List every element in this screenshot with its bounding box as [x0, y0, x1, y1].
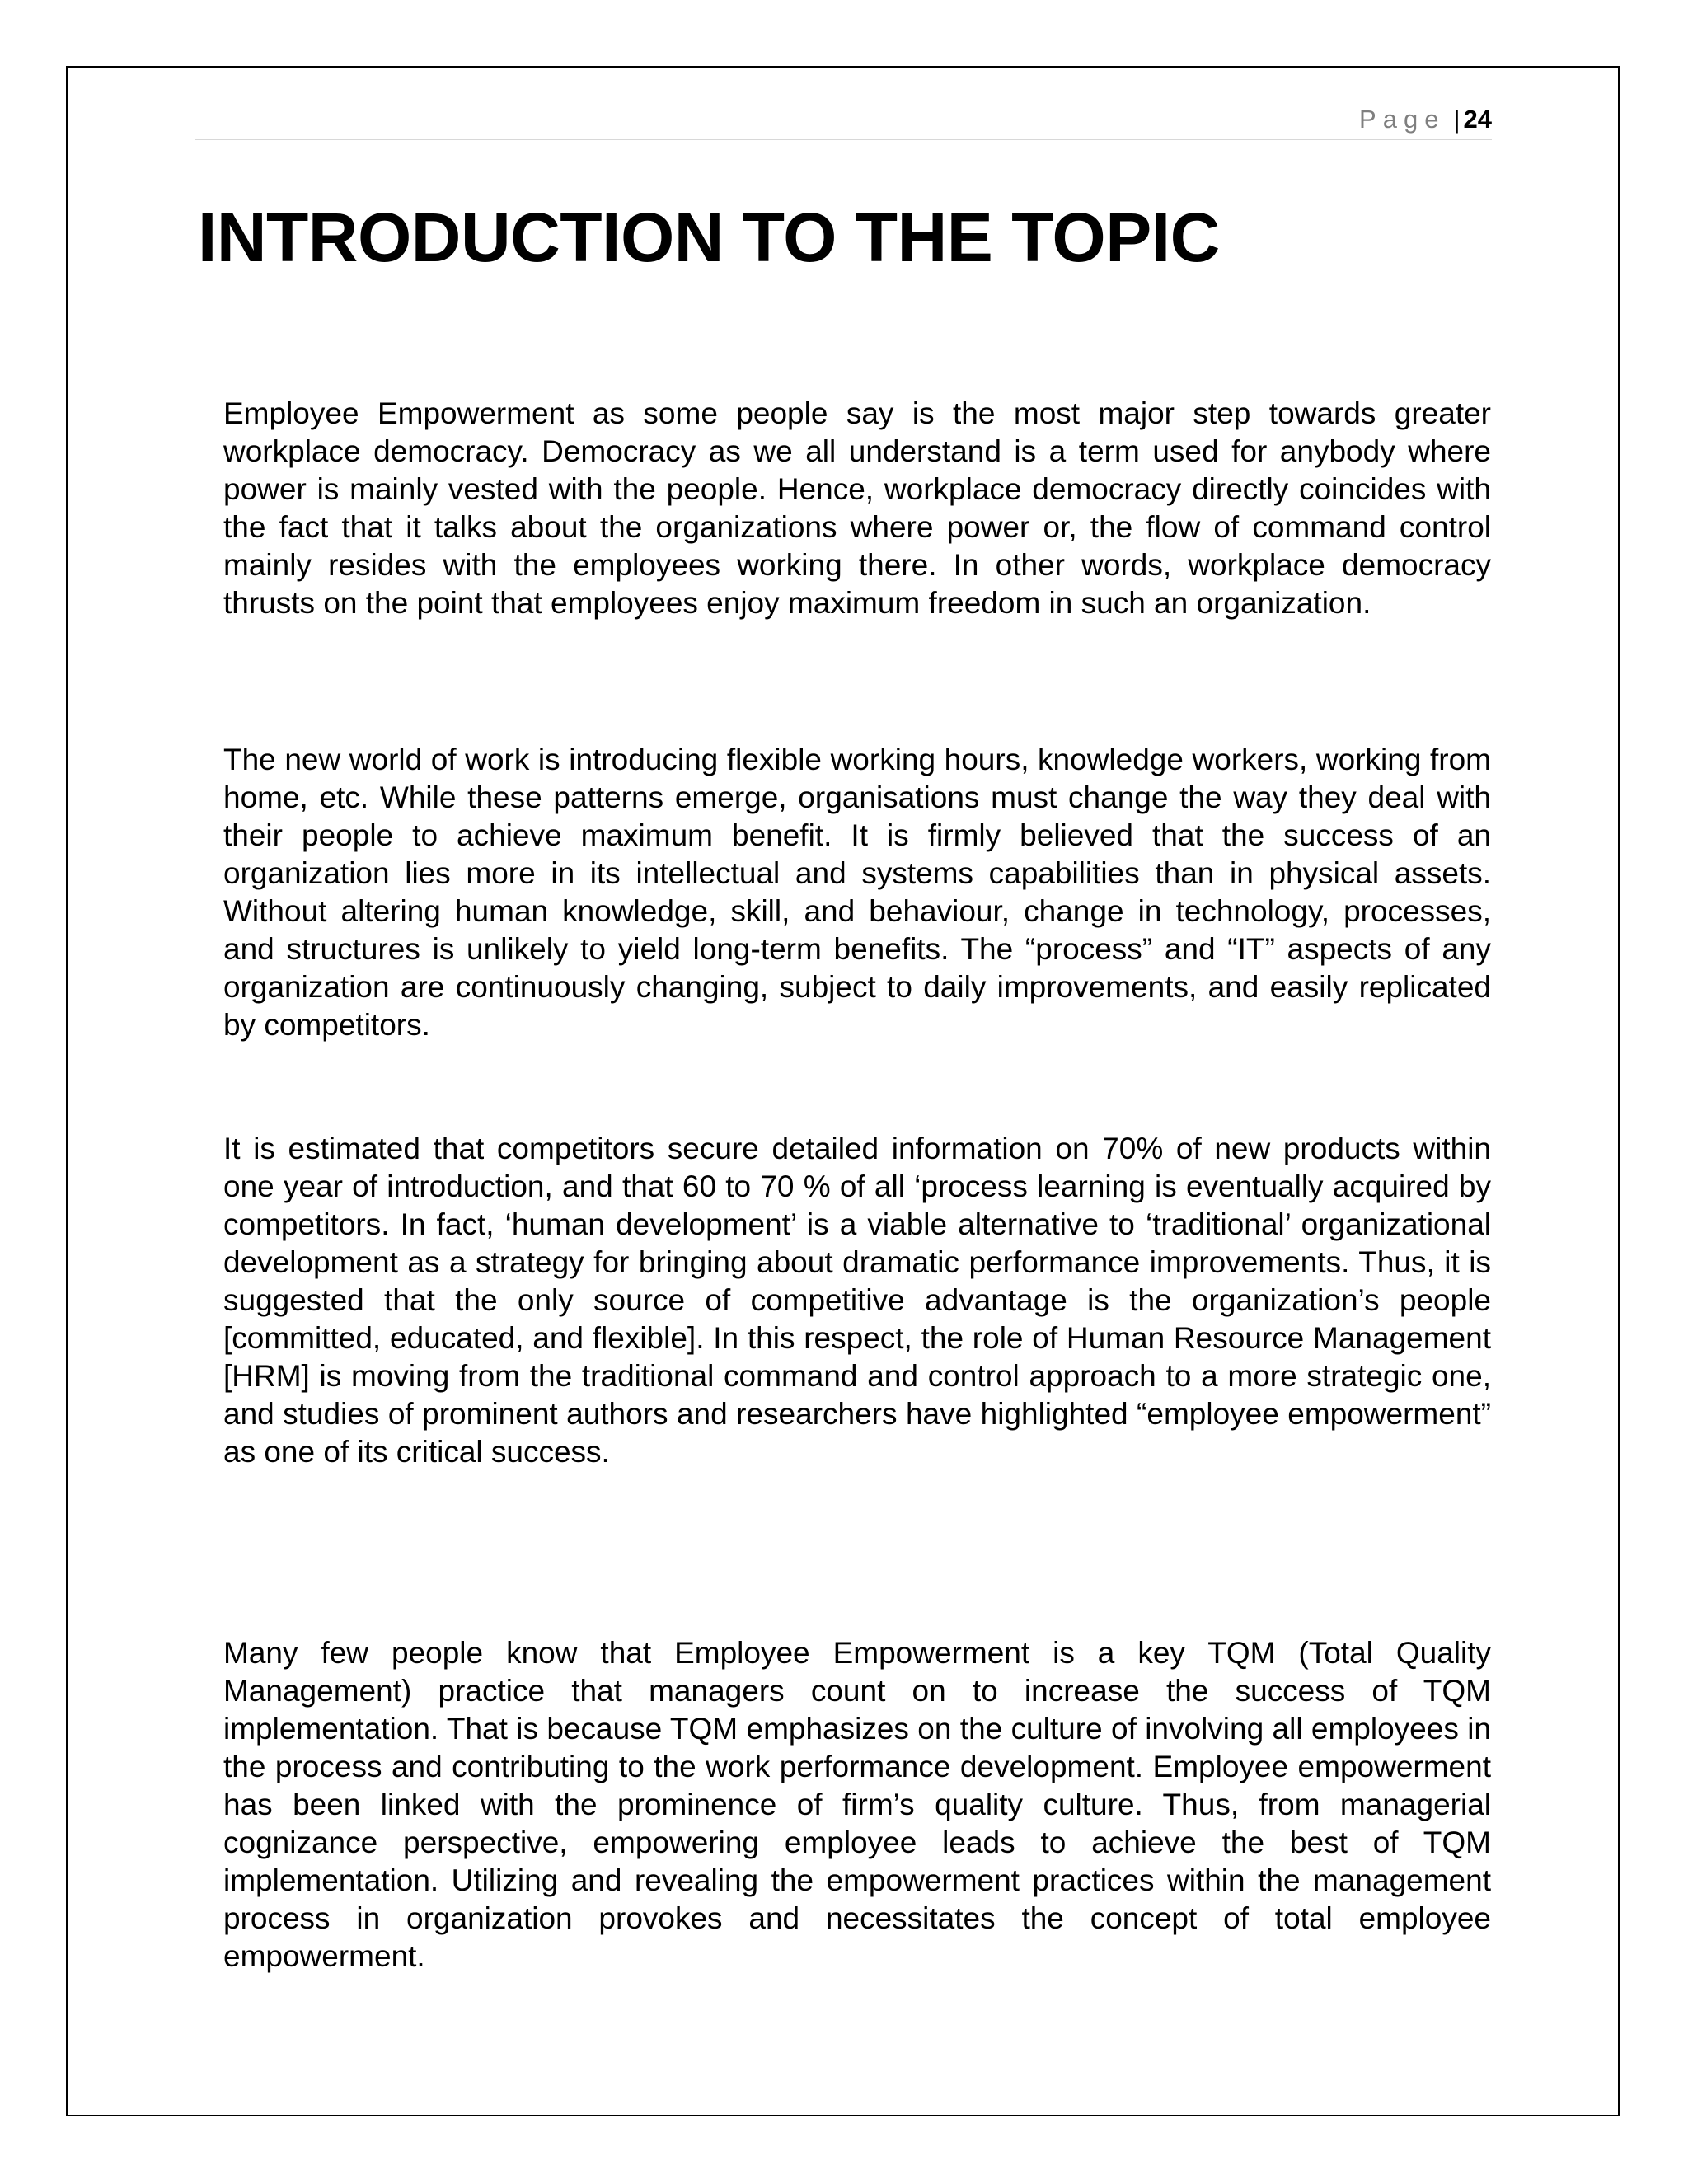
page-number: 24	[1463, 105, 1492, 134]
page-separator: |	[1453, 105, 1461, 134]
paragraph-4: Many few people know that Employee Empowerment is a key TQM (Total Quality Management) practice that managers count on to increase the success of TQM implementation. That is because TQM emphasizes on the culture of involving all employees in the process and contributing to the work performance development. Employee empowerment has been linked with the prominence of firm’s quality culture. Thus, from managerial cognizance perspective, empowering employee leads to achieve the best of TQM implementation. Utilizing and revealing the empowerment practices within the management process in organization provokes and necessitates the concept of total employee empowerment.	[223, 1636, 1491, 1973]
page-title: INTRODUCTION TO THE TOPIC	[198, 199, 1220, 276]
paragraph-3: It is estimated that competitors secure detailed information on 70% of new products within one year of introduction, and that 60 to 70 % of all ‘process learning is eventually acquired by competitors. In fact, ‘human development’ is a viable alternative to ‘traditional’ organizational development as a strategy for bringing about dramatic performance improvements. Thus, it is suggested that the only source of competitive advantage is the organization’s people [committed, educated, and flexible]. In this respect, the role of Human Resource Management [HRM] is moving from the traditional command and control approach to a more strategic one, and studies of prominent authors and researchers have highlighted “employee empowerment” as one of its critical success.	[223, 1132, 1491, 1469]
paragraph-2: The new world of work is introducing flexible working hours, knowledge workers, working from home, etc. While these patterns emerge, organisations must change the way they deal with their people to achieve maximum benefit. It is firmly believed that the success of an organization lies more in its intellectual and systems capabilities than in physical assets. Without altering human knowledge, skill, and behaviour, change in technology, processes, and structures is unlikely to yield long-term benefits. The “process” and “IT” aspects of any organization are continuously changing, subject to daily improvements, and easily replicated by competitors.	[223, 743, 1491, 1042]
paragraph-1: Employee Empowerment as some people say is the most major step towards greater workplace democracy. Democracy as we all understand is a term used for anybody where power is mainly vested with the people. Hence, workplace democracy directly coincides with the fact that it talks about the organizations where power or, the flow of command control mainly resides with the employees working there. In other words, workplace democracy thrusts on the point that employees enjoy maximum freedom in such an organization.	[223, 396, 1491, 620]
page-label: Page	[1359, 105, 1446, 134]
page-header	[195, 99, 1492, 140]
